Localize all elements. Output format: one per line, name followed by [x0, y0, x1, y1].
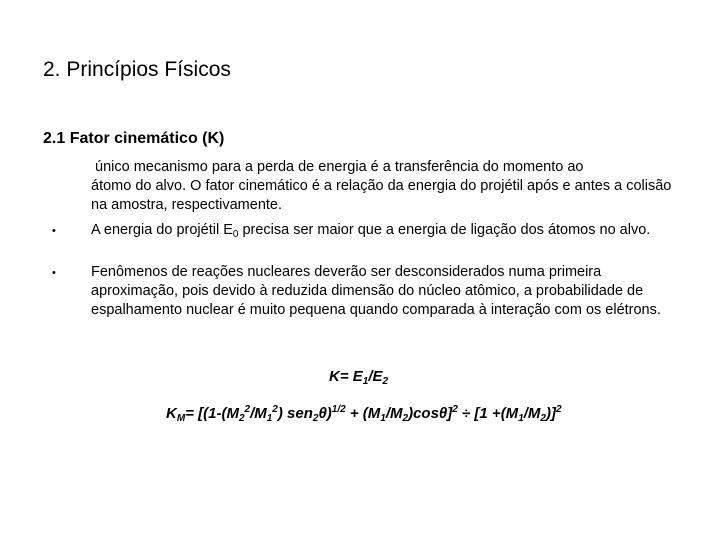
formula2-t10-sub: 2 [540, 413, 546, 424]
bullet-item-energy [91, 221, 691, 244]
bullet-marker-nuclear: • [52, 267, 56, 279]
formula2-t1: K [166, 405, 177, 422]
bullet-marker-energy: • [52, 225, 56, 237]
formula2-t6-sub: 1 [380, 413, 386, 424]
formula2-t4-sub: 2 [312, 413, 319, 424]
formula2-t2-sup: 2 [244, 404, 251, 415]
formula2-t5: θ) [318, 405, 332, 422]
section-heading: 2.1 Fator cinemático (K) [43, 130, 225, 147]
formula2-t3: /M [250, 405, 267, 422]
formula1-part-b: /E [368, 368, 383, 385]
formula2-t10: /M [523, 405, 541, 422]
paragraph-intro-rest: átomo do alvo. O fator cinemático é a relação da energia do projétil após e antes a colisão na amostra, respectivamente. [91, 178, 672, 214]
bullet-item-nuclear: Fenômenos de reações nucleares deverão ser desconsiderados numa primeira aproximação, pois devido à reduzida dimensão do núcleo atômico, a probabilidade de espalhamento nuclear é muito pequena quando comparada à interação com os elétrons. [91, 264, 661, 319]
formula-km [166, 399, 562, 430]
formula2-t8-sup: 2 [452, 404, 458, 415]
formula2-t11-sup: 2 [555, 404, 562, 415]
formula2-t3-sub: 1 [266, 413, 273, 424]
formula2-t9: ÷ [1 +(M [457, 405, 519, 422]
bullet-energy-text-post: precisa ser maior que a energia de ligação dos átomos no alvo. [238, 222, 651, 238]
bullet-energy-text-pre: A energia do projétil E [91, 222, 233, 238]
formula2-t8: )cosθ] [408, 405, 453, 422]
formula2-t1-sub: M [176, 413, 186, 424]
formula1-sub-a: 1 [362, 376, 369, 387]
formula2-t7: /M [385, 405, 403, 422]
formula2-t9-sub: 1 [518, 413, 524, 424]
formula2-t2-sub: 2 [238, 413, 245, 424]
paragraph-intro-line1: único mecanismo para a perda de energia é a transferência do momento ao [95, 159, 584, 175]
formula-kinematic-factor [329, 367, 388, 392]
formula2-t2: = [(1-(M [185, 405, 239, 422]
bullet-energy-subscript: 0 [232, 229, 239, 240]
formula2-t4: ) sen [277, 405, 313, 422]
formula2-t5-sup: 1/2 [331, 404, 346, 415]
formula2-t11: )] [545, 405, 556, 422]
paragraph-intro [91, 158, 691, 216]
formula1-sub-b: 2 [382, 376, 389, 387]
formula2-t7-sub: 2 [402, 413, 409, 424]
formula2-t6: + (M [345, 405, 381, 422]
formula1-part-a: K= E [329, 368, 363, 385]
formula2-t3-sup: 2 [272, 404, 278, 415]
page-title: 2. Princípios Físicos [43, 58, 231, 81]
